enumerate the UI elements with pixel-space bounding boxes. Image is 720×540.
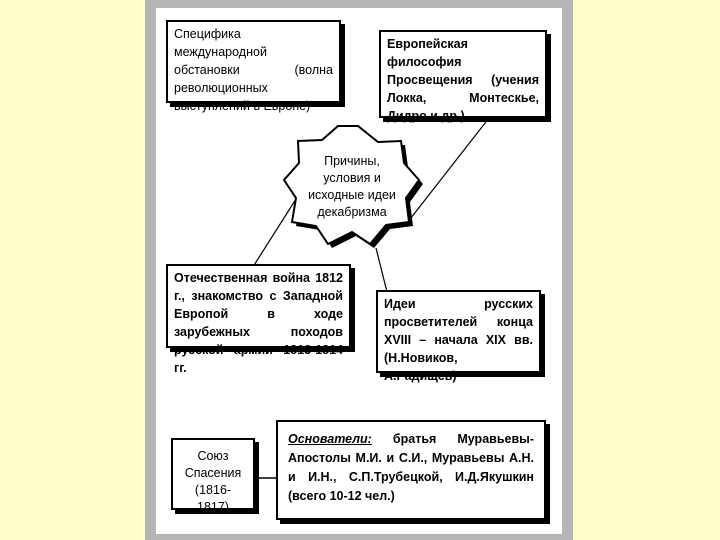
- diagram-sheet: [156, 8, 562, 534]
- box-enlightenment-philosophy: Европейская философия Просвещения (учения Локка, Монтескье, Дидро и др.): [379, 30, 547, 118]
- founders-label: Основатели:: [288, 432, 372, 446]
- box-founders: [276, 420, 546, 520]
- founders-text: братья Муравьевы-Апостолы М.И. и С.И., Муравьевы А.Н. и И.Н., С.П.Трубецкой, И.Д.Якушкин (всего 10-12 чел.): [288, 432, 534, 503]
- box-russian-enlighteners: Идеи русских просветителей конца XVIII – начала XIX вв. (Н.Новиков, А.Радищев): [376, 290, 541, 373]
- box-international-situation: Специфика международной обстановки (волна революционных выступлений в Европе): [166, 20, 341, 103]
- union-label: Союз Спасения (1816-1817): [184, 449, 242, 514]
- slide-frame: [145, 0, 573, 540]
- center-label: Причины, условия и исходные идеи декабризма: [308, 154, 396, 219]
- box-patriotic-war: Отечественная война 1812 г., знакомство с Западной Европой в ходе зарубежных походов русской армии 1813-1814 гг.: [166, 264, 351, 348]
